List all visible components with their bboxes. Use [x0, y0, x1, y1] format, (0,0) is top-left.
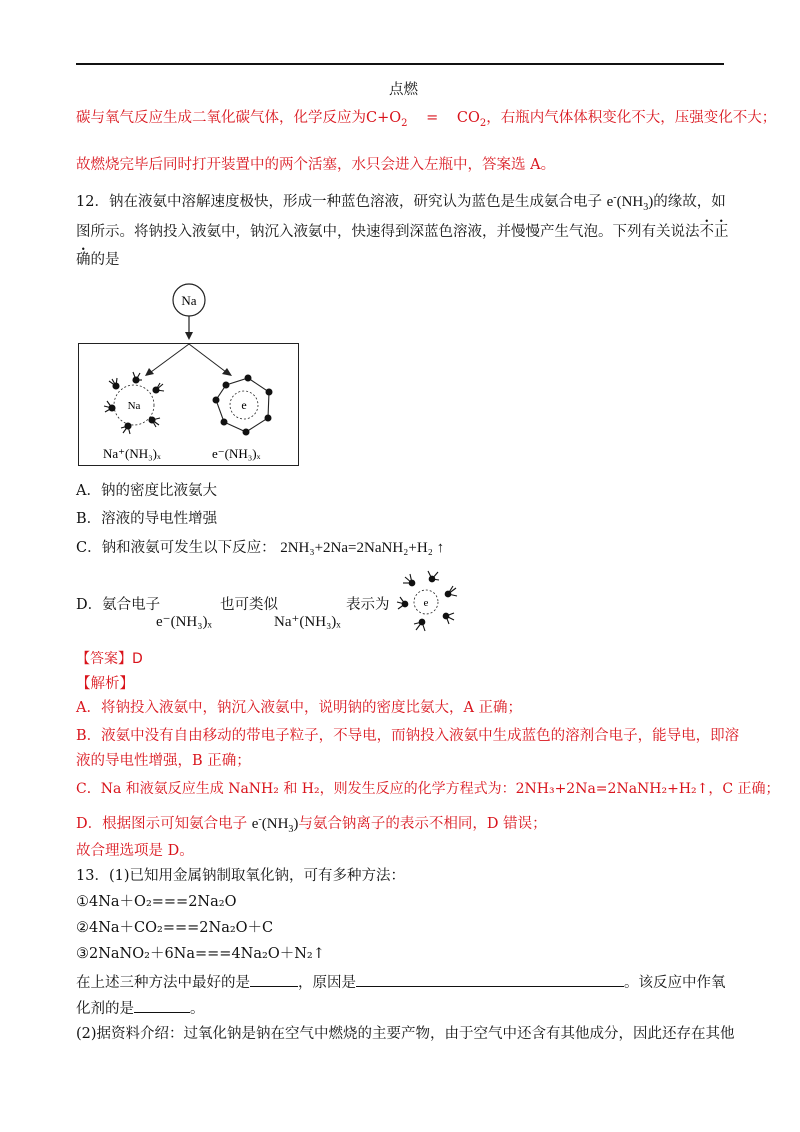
q12-line1: 12．钠在液氨中溶解速度极快，形成一种蓝色溶液，研究认为蓝色是生成氨合电子 $e^-(NH_3)$的缘故，如	[76, 192, 726, 213]
option-d-sodium-formula: Na⁺(NH₃)ₓ	[274, 614, 341, 630]
option-c-formula: 2NH₃+2Na=2NaNH₂+H₂ ↑	[280, 540, 445, 556]
q13-method-1: ①4Na＋O₂===2Na₂O	[76, 894, 237, 910]
analysis-d: D．根据图示可知氨合电子 $e^-(NH_3)$与氨合钠离子的表示不相同，D 错误；	[76, 814, 547, 835]
solvation-diagram	[76, 280, 306, 470]
option-d-middle: 也可类似	[220, 597, 278, 613]
answer-blank-reason[interactable]	[356, 970, 624, 987]
solvated-electron-icon	[213, 375, 273, 436]
q13-question-line2: 化剂的是 。	[76, 996, 205, 1019]
analysis-label: 【解析】	[76, 676, 134, 692]
q13-method-3: ③2NaNO₂＋6Na===4Na₂O＋N₂↑	[76, 946, 325, 962]
answer-blank-best-method[interactable]	[250, 970, 298, 987]
q12-line2: 图所示。将钠投入液氨中，钠沉入液氨中，快速得到深蓝色溶液，并慢慢产生气泡。下列有关说法不正	[76, 224, 729, 240]
option-d-tail: 表示为	[346, 597, 390, 613]
option-d-electron-solvated-icon	[392, 568, 462, 636]
answer-blank-oxidant[interactable]	[134, 996, 190, 1013]
option-a: A．钠的密度比液氨大	[76, 483, 217, 499]
ignite-condition-label: 点燃	[389, 82, 418, 98]
answer-label: 【答案】D	[76, 651, 143, 667]
electron-inner-label: e	[241, 398, 247, 412]
q13-part2: (2)据资料介绍：过氧化钠是钠在空气中燃烧的主要产物，由于空气中还含有其他成分，因此还存在其他	[76, 1026, 735, 1042]
analysis-b-line2: 液的导电性增强，B 正确；	[76, 753, 251, 769]
analysis-a: A．将钠投入液氨中，钠沉入液氨中，说明钠的密度比氨大，A 正确；	[76, 700, 523, 716]
answer11-line1: 碳与氧气反应生成二氧化碳气体，化学反应为$C+O_2 = CO_2$，右瓶内气体体积变化不大，压强变化不大；	[76, 110, 777, 129]
q13-title: 13．(1)已知用金属钠制取氧化钠，可有多种方法：	[76, 868, 405, 884]
analysis-b-line1: B．液氨中没有自由移动的带电子粒子，不导电，而钠投入液氨中生成蓝色的溶剂合电子，能导电，即溶	[76, 728, 740, 744]
option-c: C．钠和液氨可发生以下反应： 2NH₃+2Na=2NaNH₂+H₂ ↑	[76, 540, 445, 556]
ammoniated-electron-formula: $e^-(NH_3)$	[606, 192, 654, 213]
q13-method-2: ②4Na＋CO₂===2Na₂O＋C	[76, 920, 274, 936]
option-d-electron-formula: e⁻(NH₃)ₓ	[156, 614, 212, 630]
option-b: B．溶液的导电性增强	[76, 511, 218, 527]
sodium-cation-solvated-icon	[104, 372, 164, 434]
analysis-d-formula: $e^-(NH_3)$	[251, 814, 299, 835]
na-atom-label: Na	[181, 293, 197, 308]
q13-question-line1: 在上述三种方法中最好的是 ，原因是 。该反应中作氧	[76, 970, 726, 993]
na-ion-inner-label: Na	[127, 400, 141, 412]
electron-ammonia-complex-label: e⁻(NH₃)ₓ	[212, 446, 261, 461]
option-d-label: D．氨合电子	[76, 597, 161, 613]
option-d-e-inner: e	[423, 597, 429, 609]
q12-line3: 确的是	[76, 252, 120, 268]
analysis-conclusion: 故合理选项是 D。	[76, 843, 194, 859]
header-rule	[76, 63, 724, 65]
na-ammonia-complex-label: Na⁺(NH₃)ₓ	[103, 446, 161, 461]
analysis-c: C．Na 和液氨反应生成 NaNH₂ 和 H₂，则发生反应的化学方程式为：2NH₃+2Na=2NaNH₂+H₂↑，C 正确；	[76, 781, 780, 797]
answer11-line2: 故燃烧完毕后同时打开装置中的两个活塞，水只会进入左瓶中，答案选 A。	[76, 157, 556, 173]
